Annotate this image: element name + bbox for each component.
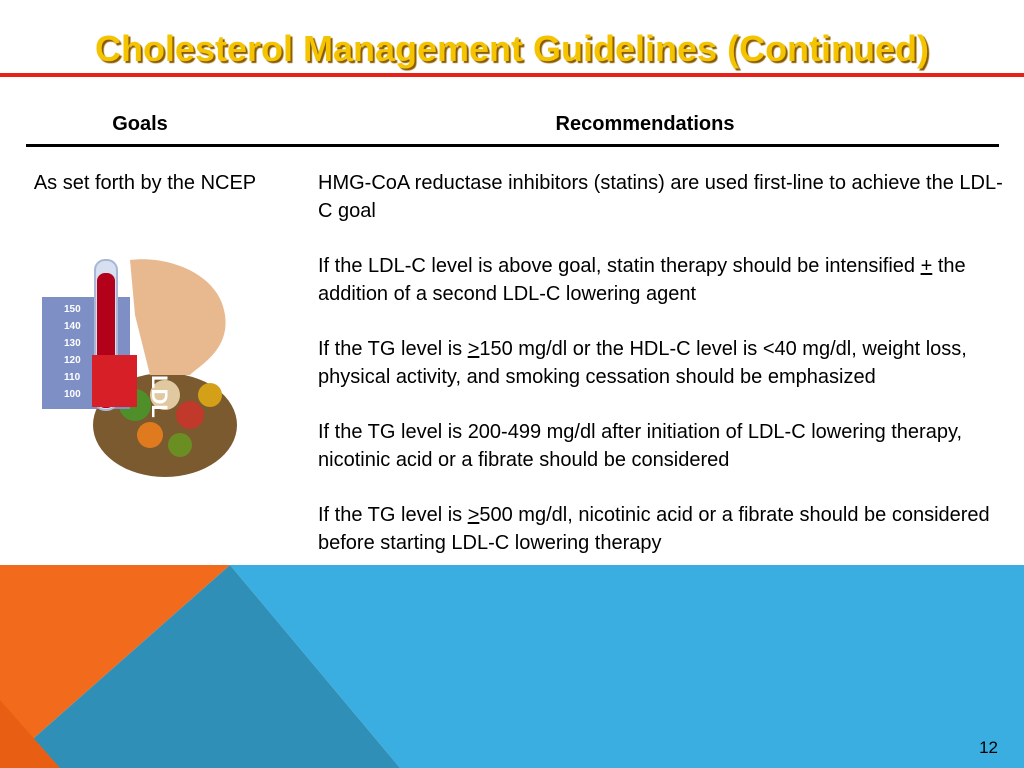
scale-label: 150	[64, 304, 81, 315]
scale-label: 140	[64, 321, 81, 332]
ldl-test-tube-illustration	[40, 255, 240, 485]
table-header-rule	[26, 144, 999, 147]
page-number: 12	[979, 738, 998, 757]
fruit	[198, 383, 222, 407]
scale-label: 130	[64, 338, 81, 349]
scale-label: 100	[64, 389, 81, 400]
scale-label: 120	[64, 355, 81, 366]
hand	[130, 259, 226, 375]
fruit	[137, 422, 163, 448]
recommendation-item: HMG-CoA reductase inhibitors (statins) are used first-line to achieve the LDL-C goal	[318, 172, 1003, 222]
recommendations-column-header: Recommendations	[555, 113, 735, 135]
tube-label: LDL	[147, 375, 172, 418]
fruit	[176, 401, 204, 429]
recommendation-item: If the TG level is 200-499 mg/dl after initiation of LDL-C lowering therapy, nicotinic acid or a fibrate should be considered	[318, 421, 963, 471]
slide-title: Cholesterol Management Guidelines (Continued)	[94, 28, 930, 69]
recommendation-item: If the LDL-C level is above goal, statin therapy should be intensified + the addition of a second LDL-C lowering agent	[318, 255, 966, 305]
recommendation-item: If the TG level is >500 mg/dl, nicotinic acid or a fibrate should be considered before starting LDL-C lowering therapy	[318, 504, 990, 554]
recommendation-item: If the TG level is >150 mg/dl or the HDL-C level is <40 mg/dl, weight loss, physical activity, and smoking cessation should be emphasized	[318, 338, 967, 388]
fruit	[168, 433, 192, 457]
title-underline	[0, 73, 1024, 77]
goals-column-header: Goals	[112, 113, 168, 135]
red-bar	[92, 355, 137, 407]
goal-text: As set forth by the NCEP	[33, 172, 257, 194]
scale-label: 110	[64, 372, 81, 383]
recommendations-list	[318, 169, 1008, 584]
